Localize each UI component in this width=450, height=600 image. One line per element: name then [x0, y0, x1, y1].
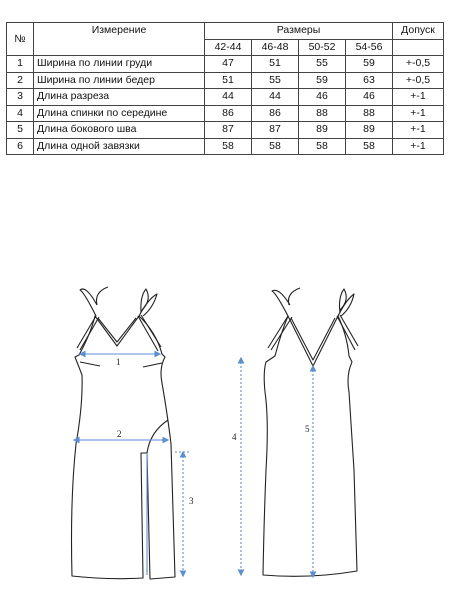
row-value: 46 [299, 89, 346, 106]
header-sizes: Размеры [205, 23, 393, 40]
row-value: 88 [346, 105, 393, 122]
row-tolerance: +-1 [393, 105, 444, 122]
header-number: № [7, 23, 34, 56]
row-value: 87 [205, 122, 252, 139]
row-value: 51 [205, 72, 252, 89]
back-dress-drawing [263, 288, 358, 576]
table-row [7, 89, 444, 106]
row-value: 89 [346, 122, 393, 139]
header-empty [393, 39, 444, 56]
table-row [7, 56, 444, 73]
table-row [7, 138, 444, 155]
front-right-tie [138, 289, 161, 351]
measure-line-1 [80, 352, 160, 357]
measure-line-5 [311, 366, 316, 577]
measure-label-1: 1 [116, 357, 121, 367]
row-value: 58 [299, 138, 346, 155]
row-tolerance: +-0,5 [393, 72, 444, 89]
header-tolerance: Допуск [393, 23, 444, 40]
header-size: 46-48 [252, 39, 299, 56]
row-number: 3 [7, 89, 34, 106]
front-slit-edge [147, 420, 168, 453]
table-row [7, 122, 444, 139]
row-value: 44 [205, 89, 252, 106]
row-value: 44 [252, 89, 299, 106]
header-size: 50-52 [299, 39, 346, 56]
measure-label-5: 5 [305, 424, 310, 434]
row-name: Длина разреза [34, 89, 205, 106]
front-bust-dart-right [143, 363, 162, 367]
row-value: 55 [299, 56, 346, 73]
measure-line-4 [239, 358, 244, 575]
header-size: 42-44 [205, 39, 252, 56]
front-dress-outline [72, 316, 176, 579]
row-value: 87 [252, 122, 299, 139]
front-dress-drawing [72, 287, 176, 579]
measure-line-3 [147, 452, 190, 576]
table-row [7, 72, 444, 89]
row-value: 58 [346, 138, 393, 155]
row-name: Ширина по линии груди [34, 56, 205, 73]
header-measurement: Измерение [34, 23, 205, 56]
front-neckline-inner [98, 318, 136, 342]
row-value: 58 [205, 138, 252, 155]
row-name: Длина одной завязки [34, 138, 205, 155]
measure-label-2: 2 [117, 429, 122, 439]
row-name: Длина бокового шва [34, 122, 205, 139]
row-value: 63 [346, 72, 393, 89]
row-tolerance: +-1 [393, 89, 444, 106]
row-value: 86 [252, 105, 299, 122]
row-value: 46 [346, 89, 393, 106]
row-number: 4 [7, 105, 34, 122]
row-tolerance: +-1 [393, 138, 444, 155]
row-value: 86 [205, 105, 252, 122]
front-bust-dart-left [80, 362, 100, 366]
measurement-table [6, 22, 444, 155]
row-number: 2 [7, 72, 34, 89]
front-left-tie [77, 287, 108, 350]
table-row [7, 105, 444, 122]
row-value: 58 [252, 138, 299, 155]
measure-label-4: 4 [232, 432, 237, 442]
row-number: 6 [7, 138, 34, 155]
measure-label-3: 3 [189, 496, 194, 506]
row-value: 88 [299, 105, 346, 122]
row-number: 1 [7, 56, 34, 73]
row-value: 59 [299, 72, 346, 89]
header-size: 54-56 [346, 39, 393, 56]
row-value: 55 [252, 72, 299, 89]
back-left-tie [268, 288, 300, 350]
row-number: 5 [7, 122, 34, 139]
row-name: Длина спинки по середине [34, 105, 205, 122]
row-value: 51 [252, 56, 299, 73]
technical-drawing [0, 270, 450, 600]
row-value: 59 [346, 56, 393, 73]
row-name: Ширина по линии бедер [34, 72, 205, 89]
back-neckline-inner [291, 318, 335, 360]
row-tolerance: +-1 [393, 122, 444, 139]
row-value: 89 [299, 122, 346, 139]
row-value: 47 [205, 56, 252, 73]
row-tolerance: +-0,5 [393, 56, 444, 73]
